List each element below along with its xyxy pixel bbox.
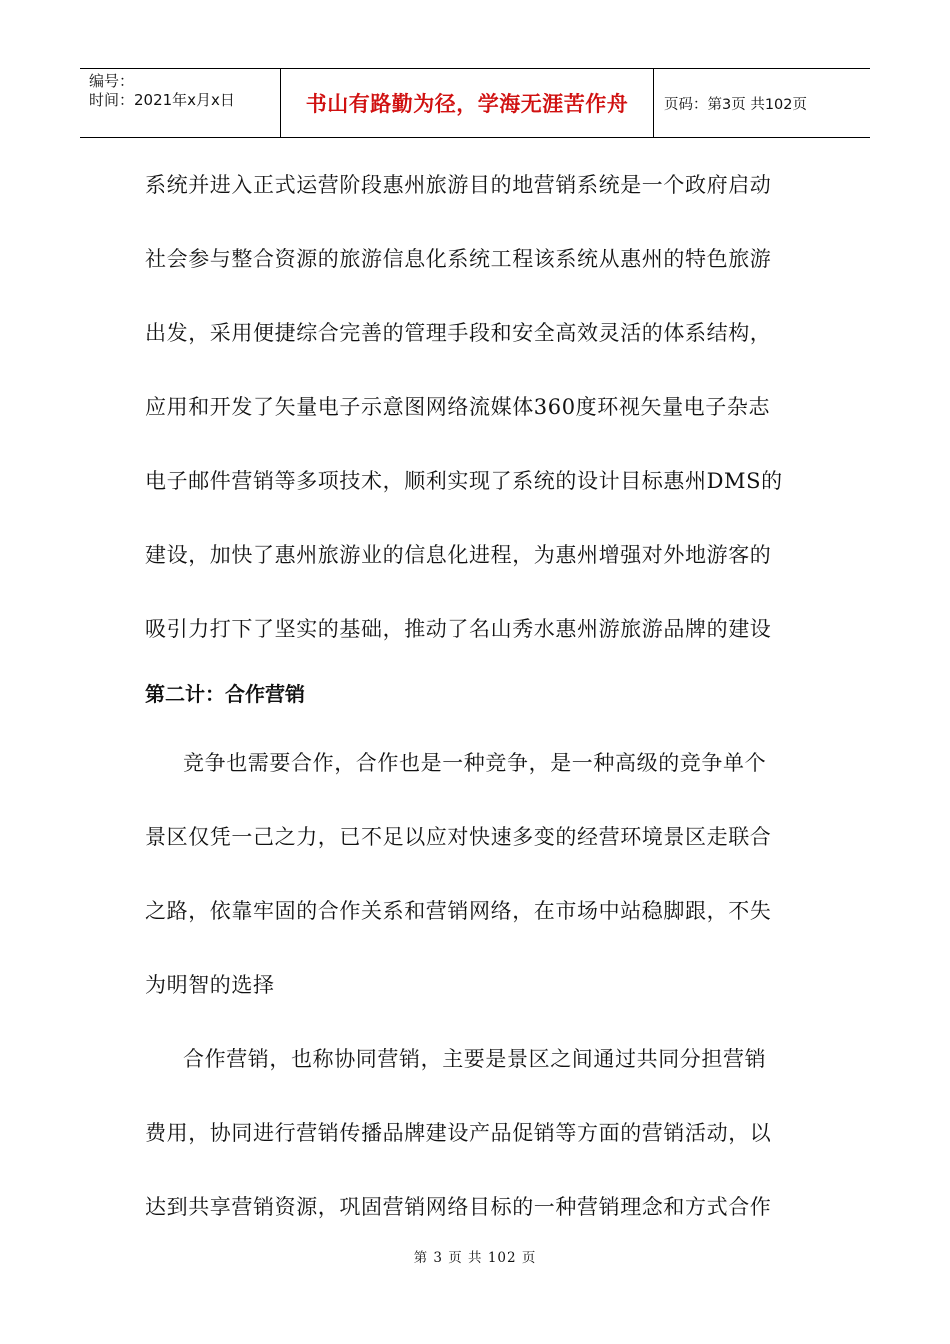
page-header [80, 68, 870, 138]
text-line: 社会参与整合资源的旅游信息化系统工程该系统从惠州的特色旅游 [145, 247, 772, 271]
document-body [145, 148, 810, 1244]
text-line: 建设，加快了惠州旅游业的信息化进程，为惠州增强对外地游客的 [145, 543, 772, 567]
text-line: 之路，依靠牢固的合作关系和营销网络，在市场中站稳脚跟，不失 [145, 899, 772, 923]
text-line: 合作营销，也称协同营销，主要是景区之间通过共同分担营销 [183, 1047, 767, 1071]
text-line: 吸引力打下了坚实的基础，推动了名山秀水惠州游旅游品牌的建设 [145, 617, 772, 641]
text-line: 竞争也需要合作，合作也是一种竞争，是一种高级的竞争单个 [183, 751, 767, 775]
paragraph-3 [145, 1022, 810, 1244]
page-info: 页码：第3页 共102页 [664, 96, 808, 113]
text-line: 景区仅凭一己之力，已不足以应对快速多变的经营环境景区走联合 [145, 825, 772, 849]
page-footer: 第 3 页 共 102 页 [413, 1250, 537, 1266]
text-line: 费用，协同进行营销传播品牌建设产品促销等方面的营销活动，以 [145, 1121, 772, 1145]
text-line: 系统并进入正式运营阶段惠州旅游目的地营销系统是一个政府启动 [145, 173, 772, 197]
motto-text: 书山有路勤为径，学海无涯苦作舟 [305, 92, 629, 116]
text-line: 为明智的选择 [145, 973, 275, 997]
time-label: 时间：2021年x月x日 [89, 91, 235, 109]
paragraph-2 [145, 726, 810, 1022]
paragraph-1 [145, 148, 810, 666]
text-line: 出发，采用便捷综合完善的管理手段和安全高效灵活的体系结构， [145, 321, 772, 345]
header-meta-cell [80, 69, 281, 137]
text-line: 应用和开发了矢量电子示意图网络流媒体360度环视矢量电子杂志 [145, 395, 771, 419]
number-label: 编号： [89, 72, 135, 90]
section-heading: 第二计：合作营销 [145, 682, 305, 706]
header-motto-cell [281, 69, 654, 137]
text-line: 电子邮件营销等多项技术，顺利实现了系统的设计目标惠州DMS的 [145, 469, 783, 493]
header-page-cell [654, 69, 870, 137]
text-line: 达到共享营销资源，巩固营销网络目标的一种营销理念和方式合作 [145, 1195, 772, 1219]
